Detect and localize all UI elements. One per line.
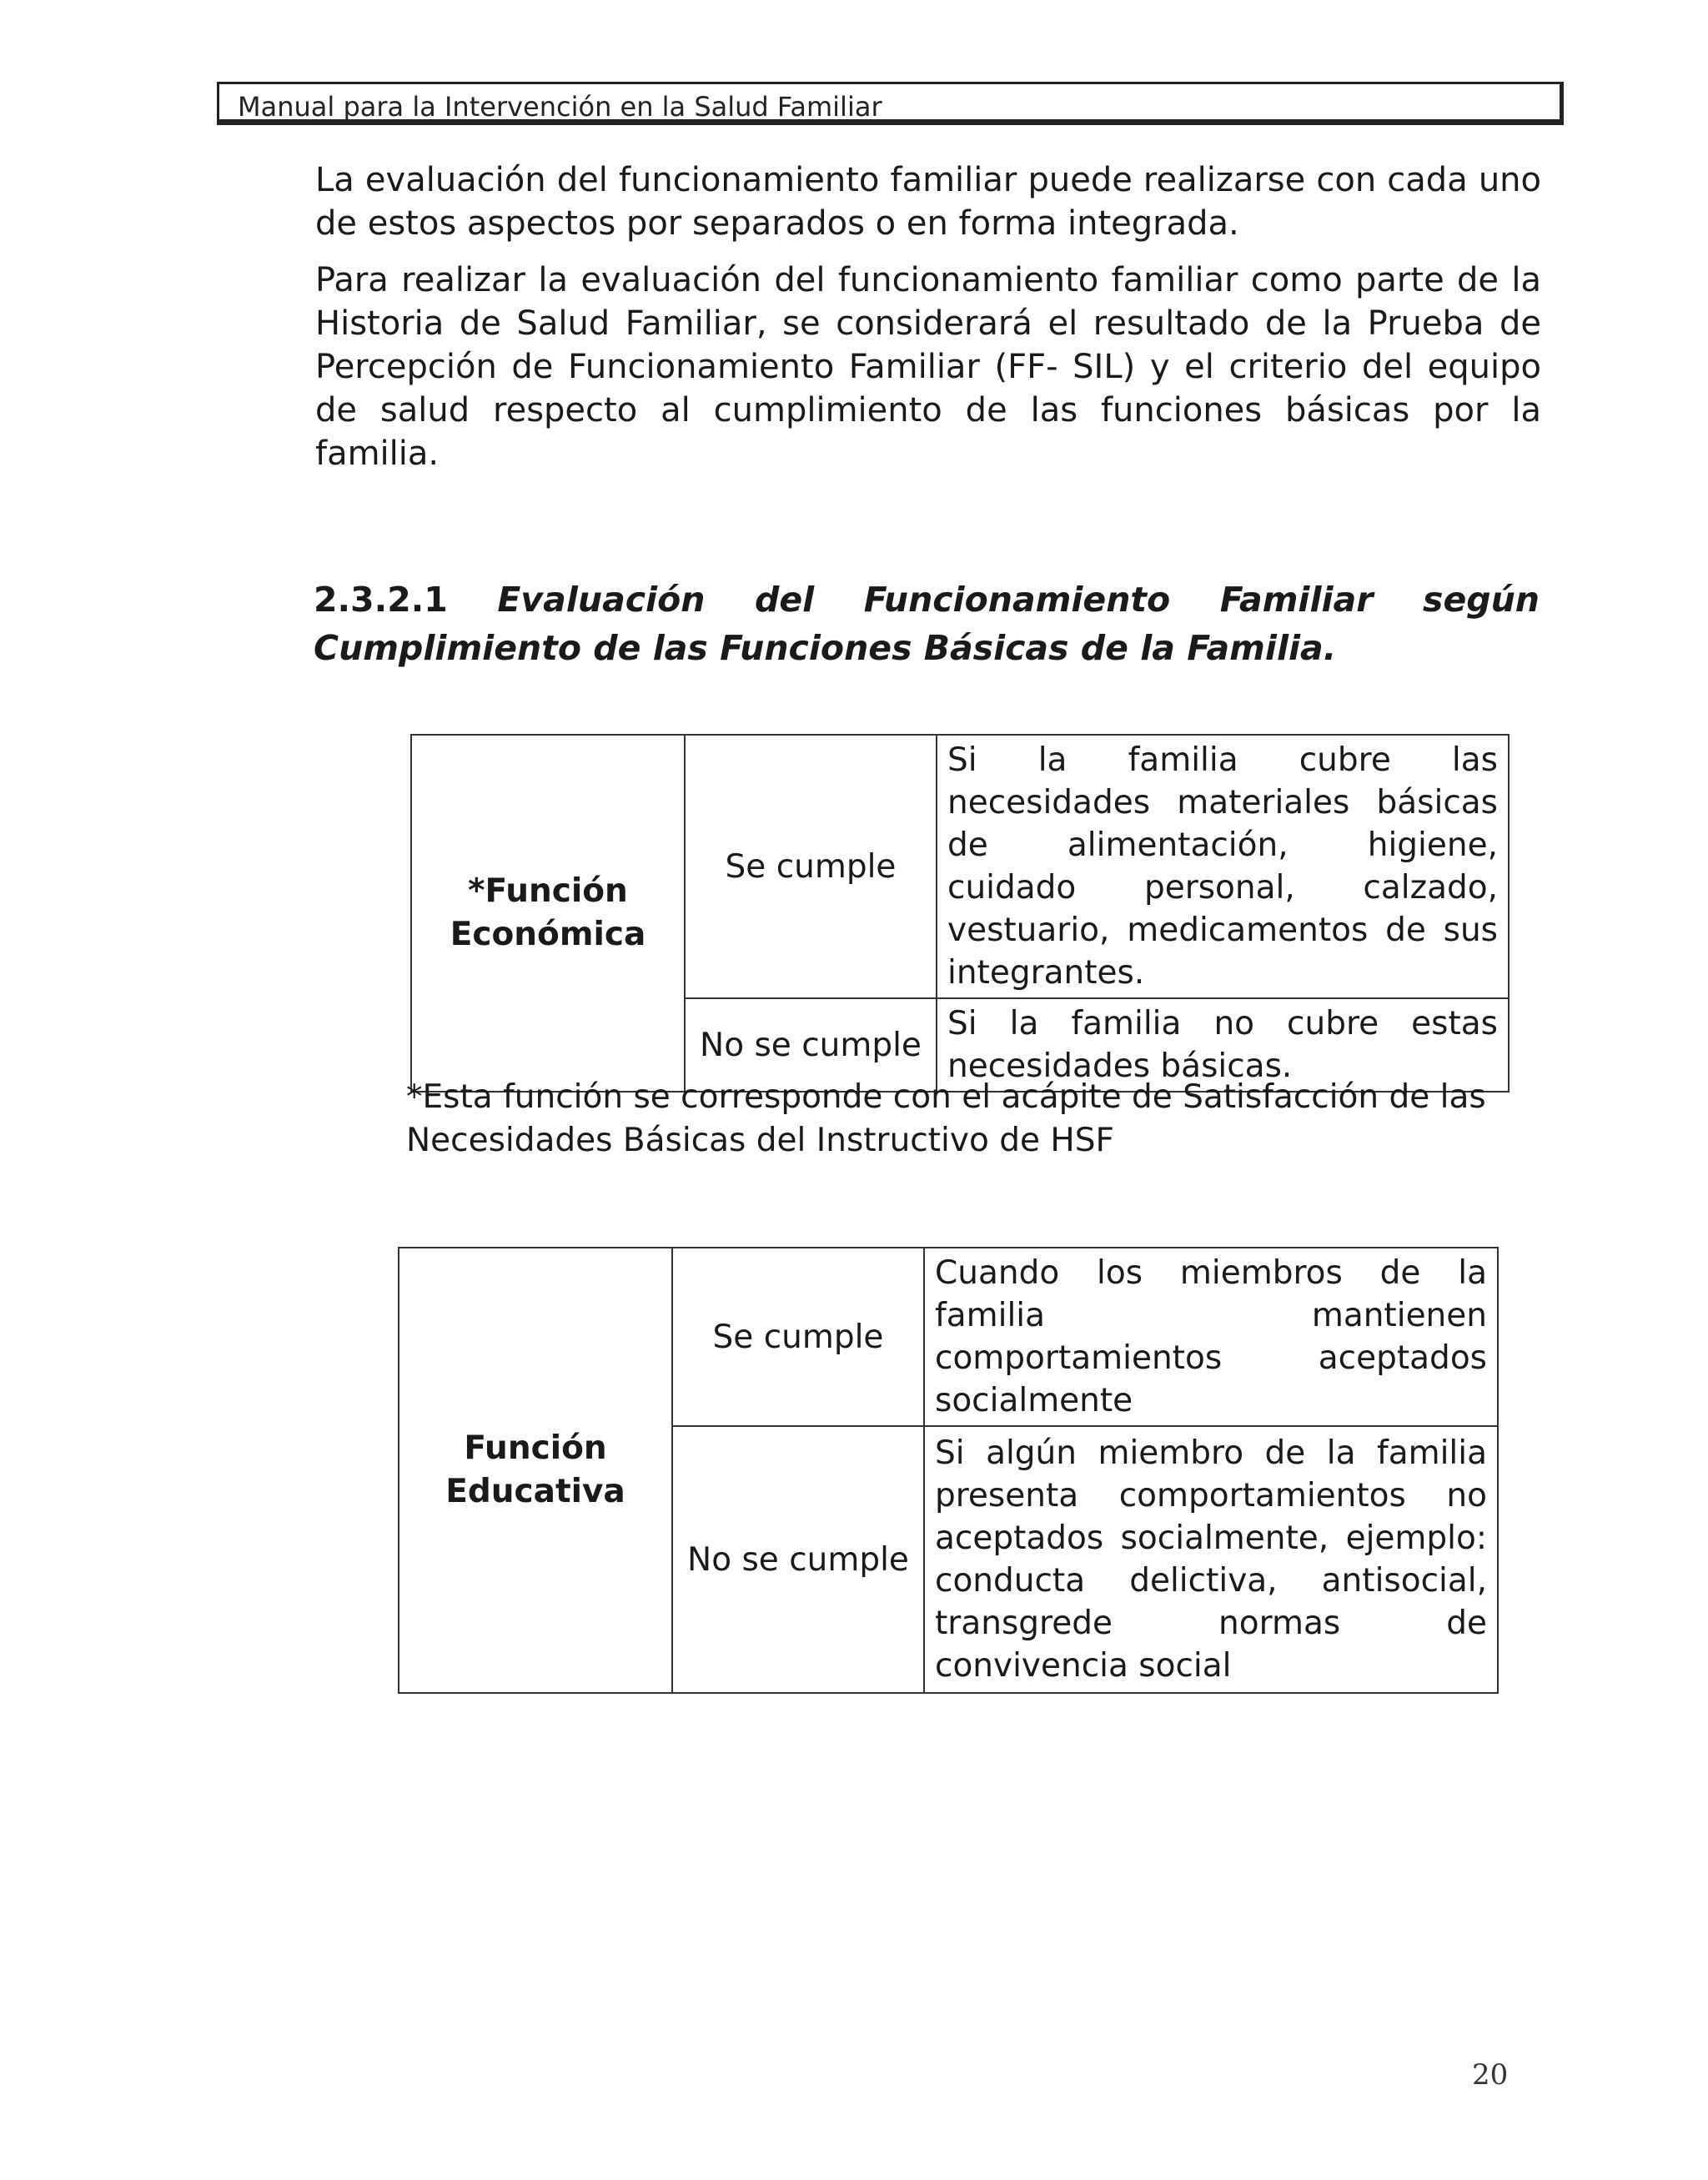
header-title: Manual para la Intervención en la Salud Familiar <box>238 91 882 123</box>
function-name-line2: Económica <box>450 916 646 953</box>
paragraph-1: La evaluación del funcionamiento familiar puede realizarse con cada uno de estos aspectos por separados o en forma integrada. <box>315 161 1541 243</box>
status-cell: No se cumple <box>672 1426 924 1693</box>
paragraph-2: Para realizar la evaluación del funcionamiento familiar como parte de la Historia de Salud Familiar, se considerará el resultado de la Prueba de Percepción de Funcionamiento Familiar (FF- SIL) y el criterio del equipo de salud respecto al cumplimiento de las funciones básicas por la familia. <box>315 261 1541 473</box>
description-cell: Cuando los miembros de la familia mantienen comportamientos aceptados socialmente <box>924 1248 1498 1426</box>
status-cell: Se cumple <box>685 735 937 998</box>
description-cell: Si la familia cubre las necesidades materiales básicas de alimentación, higiene, cuidado personal, calzado, vestuario, medicamentos de sus integrantes. <box>937 735 1509 998</box>
description-cell: Si algún miembro de la familia presenta comportamientos no aceptados socialmente, ejemplo: conducta delictiva, antisocial, transgrede normas de convivencia social <box>924 1426 1498 1693</box>
section-title-line2: Cumplimiento de las Funciones Básicas de la Familia. <box>314 628 1337 668</box>
status-cell: Se cumple <box>672 1248 924 1426</box>
function-name-line1: Función <box>464 1429 607 1467</box>
page-number: 20 <box>1472 2058 1509 2092</box>
section-number: 2.3.2.1 <box>314 580 448 620</box>
table-funcion-educativa <box>398 1247 1499 1694</box>
table-row <box>411 735 1509 998</box>
description-cell: Si la familia no cubre estas necesidades básicas. <box>937 998 1509 1092</box>
status-cell: No se cumple <box>685 998 937 1092</box>
function-cell <box>411 735 685 1092</box>
section-title-line1: Evaluación del Funcionamiento Familiar según <box>497 580 1540 620</box>
function-name-line1: *Función <box>468 872 628 910</box>
function-name-line2: Educativa <box>445 1473 625 1510</box>
table-row <box>399 1248 1498 1426</box>
function-cell <box>399 1248 672 1693</box>
running-header <box>217 82 1564 125</box>
footnote: *Esta función se corresponde con el acápite de Satisfacción de las Necesidades Básicas del Instructivo de HSF <box>406 1078 1486 1159</box>
section-title <box>314 575 1540 672</box>
table-funcion-economica <box>410 734 1510 1093</box>
